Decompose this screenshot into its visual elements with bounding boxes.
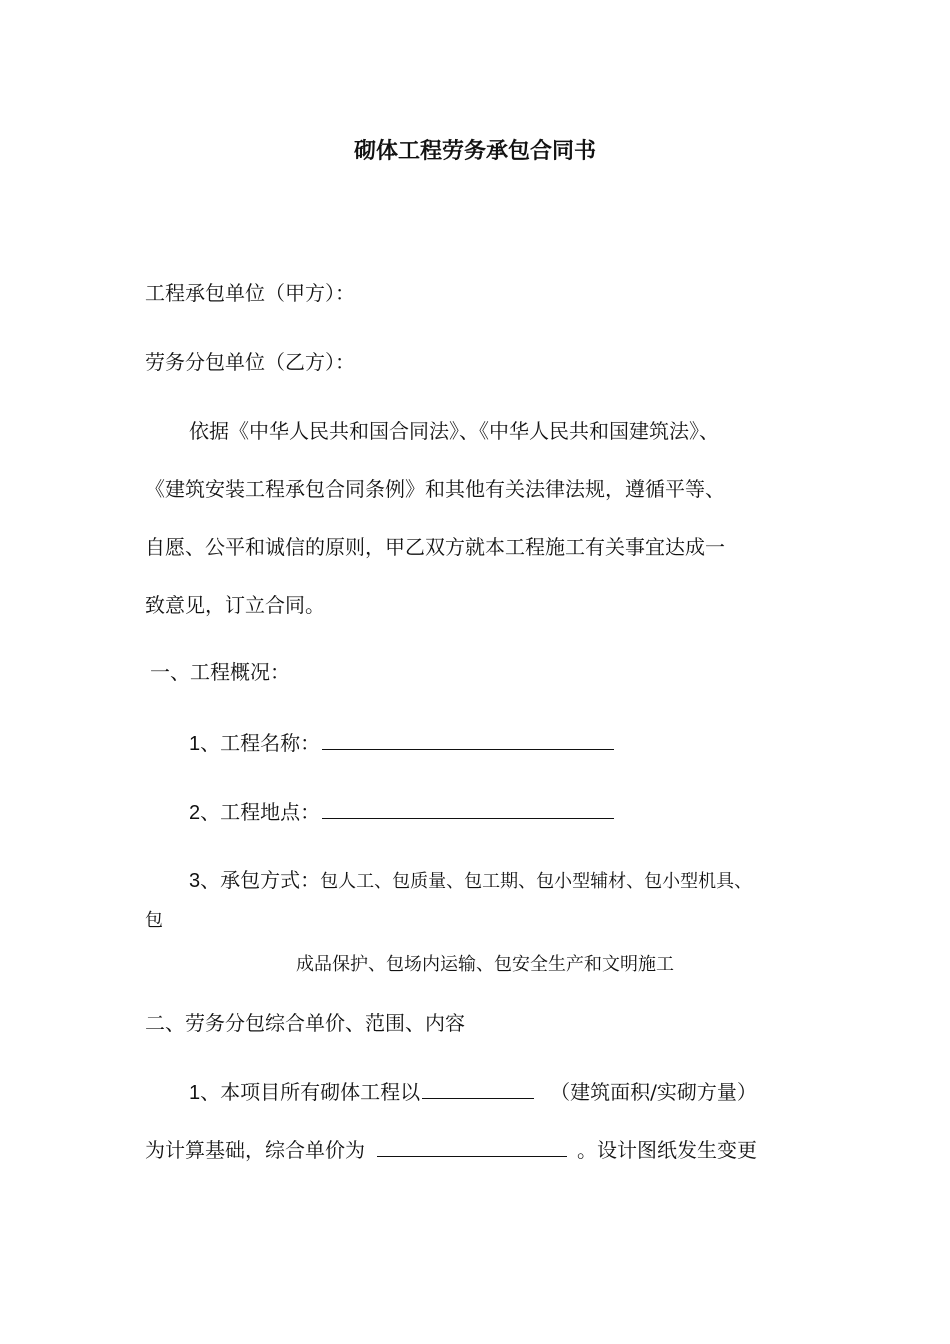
contract-method-label: 、承包方式： [200, 868, 321, 892]
contract-method-wrap: 包 [145, 910, 163, 931]
section-1-heading: 一、工程概况： [150, 660, 290, 684]
preamble-line-3: 自愿、公平和诚信的原则，甲乙双方就本工程施工有关事宜达成一 [145, 535, 725, 559]
contract-method-text: 包人工、包质量、包工期、包小型辅材、包小型机具、 [320, 871, 753, 892]
project-location-row [189, 800, 614, 823]
project-name-label: 、工程名称： [200, 731, 321, 755]
preamble-line-1: 依据《中华人民共和国合同法》、《中华人民共和国建筑法》、 [189, 419, 719, 443]
contract-method-row [189, 870, 752, 891]
project-name-row [189, 731, 614, 754]
party-a-label: 工程承包单位（甲方）： [145, 281, 355, 305]
unit-price-line2-b: 。设计图纸发生变更 [577, 1138, 757, 1162]
item-number: 1 [189, 1082, 201, 1104]
project-location-blank [322, 800, 614, 819]
unit-price-row [189, 1080, 757, 1103]
item-number: 2 [189, 802, 201, 824]
preamble-line-4: 致意见，订立合同。 [145, 593, 325, 617]
project-name-blank [322, 731, 614, 750]
contract-method-line-2: 成品保护、包场内运输、包安全生产和文明施工 [296, 954, 674, 975]
project-location-label: 、工程地点： [200, 800, 321, 824]
calculation-basis-blank [422, 1080, 534, 1099]
unit-price-line2-a: 为计算基础，综合单价为 [145, 1138, 365, 1162]
unit-price-text-b: （建筑面积/实砌方量） [550, 1080, 757, 1104]
party-b-label: 劳务分包单位（乙方）： [145, 350, 355, 374]
item-number: 3 [189, 870, 201, 892]
unit-price-blank [377, 1138, 567, 1157]
document-title: 砌体工程劳务承包合同书 [353, 138, 596, 164]
unit-price-row-2 [145, 1138, 757, 1160]
section-2-heading: 二、劳务分包综合单价、范围、内容 [145, 1011, 465, 1035]
preamble-line-2: 《建筑安装工程承包合同条例》和其他有关法律法规，遵循平等、 [145, 477, 725, 501]
item-number: 1 [189, 733, 201, 755]
unit-price-text-a: 、本项目所有砌体工程以 [200, 1080, 421, 1104]
